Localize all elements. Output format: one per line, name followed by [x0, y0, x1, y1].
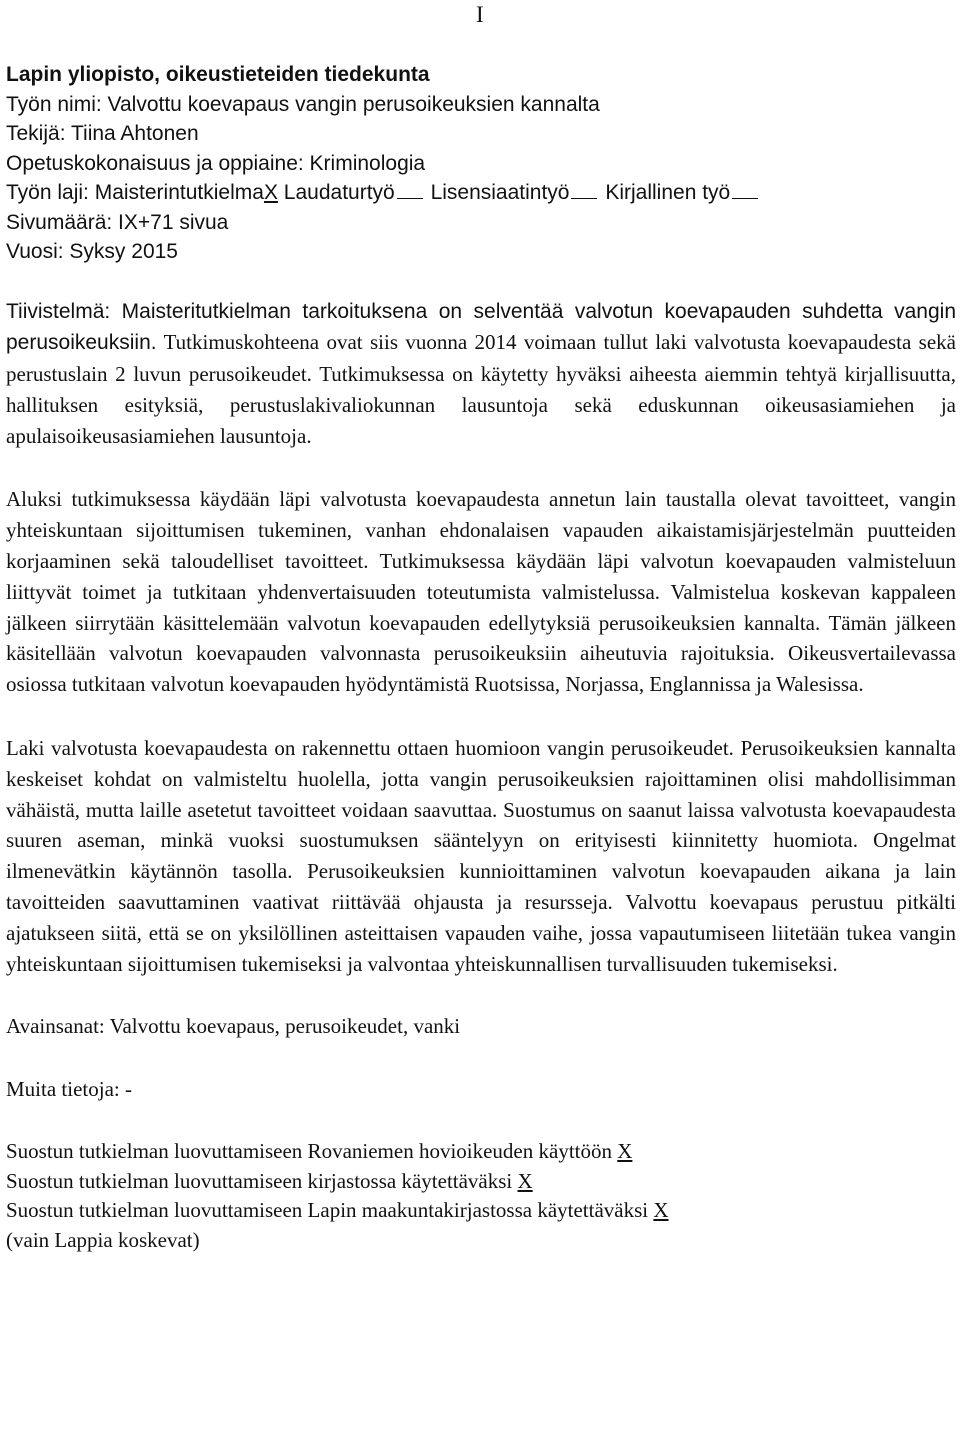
abstract-intro: Tiivistelmä: Maisteritutkielman tarkoituksena on selventää valvotun koevapauden suhdetta vangin perusoikeuksiin. — [6, 299, 956, 355]
abstract-intro-continued: Tutkimuskohteena ovat siis vuonna 2014 voimaan tullut laki valvotusta koevapaudesta sekä perustuslain 2 luvun perusoikeudet. Tutkimuksessa on käytetty hyväksi aiheesta aiemmin tehtyä kirjallisuutta, hallituksen esityksiä, perustuslakivaliokunnan lausuntoja sekä eduskunnan oikeusasiamiehen ja apulaisoikeusasiamiehen lausuntoja. — [6, 330, 956, 448]
keywords-line: Avainsanat: Valvottu koevapaus, perusoikeudet, vanki — [6, 1014, 461, 1039]
page-number: I — [476, 2, 484, 27]
thesis-type-line — [6, 178, 956, 208]
spacer — [6, 267, 956, 296]
spacer — [6, 451, 956, 484]
consent-text: Suostun tutkielman luovuttamiseen Rovaniemen hovioikeuden käyttöön — [6, 1139, 618, 1164]
abstract-paragraph-2: Aluksi tutkimuksessa käydään läpi valvotusta koevapaudesta annetun lain taustalla olevat tavoitteet, vangin yhteiskuntaan sijoittumisen tukeminen, vanhan ehdonalaisen vapauden aikaistamisjärjestelmän puutteiden korjaaminen sekä taloudelliset tavoitteet. Tutkimuksessa käydään läpi valvotun koevapauden valmisteluun liittyvät toimet ja tutkitaan yhdenvertaisuuden toteutumista valmistelussa. Valmistelua koskevan kappaleen jälkeen siirrytään käsittelemään valvotun koevapauden edellytyksiä perusoikeuksien kannalta. Tämän jälkeen käsitellään valvotun koevapauden valvonnasta perusoikeuksiin aiheutuvia rajoituksia. Oikeusvertailevassa osiossa tutkitaan valvotun koevapauden hyödyntämistä Ruotsissa, Norjassa, Englannissa ja Walesissa. — [6, 487, 956, 697]
spacer — [6, 1104, 956, 1137]
thesis-type-option-2: Lisensiaatintyö — [430, 181, 570, 204]
page-count-line: Sivumäärä: IX+71 sivua — [6, 210, 229, 234]
spacer — [6, 1042, 956, 1075]
author-line: Tekijä: Tiina Ahtonen — [6, 122, 199, 145]
consent-text: Suostun tutkielman luovuttamiseen kirjastossa käytettäväksi — [6, 1168, 518, 1193]
faculty-heading: Lapin yliopisto, oikeustieteiden tiedekunta — [6, 63, 430, 86]
blank-line — [571, 197, 597, 199]
thesis-type-selected-mark: X — [263, 181, 278, 204]
spacer — [6, 700, 956, 733]
thesis-type-prefix: Työn laji: Maisterintutkielma — [6, 181, 264, 204]
thesis-type-option-3: Kirjallinen työ — [605, 181, 731, 204]
thesis-title-line: Työn nimi: Valvottu koevapaus vangin perusoikeuksien kannalta — [6, 92, 600, 116]
consent-mark: X — [653, 1198, 669, 1223]
consent-mark: X — [517, 1168, 533, 1193]
thesis-type-option-1: Laudaturtyö — [283, 181, 395, 204]
other-info-line: Muita tietoja: - — [6, 1076, 132, 1101]
consent-text: Suostun tutkielman luovuttamiseen Lapin maakuntakirjastossa käytettäväksi — [6, 1198, 654, 1223]
consent-note: (vain Lappia koskevat) — [6, 1227, 200, 1252]
abstract-paragraph-3: Laki valvotusta koevapaudesta on rakennettu ottaen huomioon vangin perusoikeudet. Perusoikeuksien kannalta keskeiset kohdat on valmisteltu huolella, jotta vangin perusoikeuksien rajoittaminen olisi mahdollisimman vähäistä, mutta laille asetetut tavoitteet voidaan saavuttaa. Suostumus on saanut laissa valvotusta koevapaudesta suuren aseman, minkä vuoksi suostumuksen sääntelyyn on erityisesti kiinnitetty huomiota. Ongelmat ilmenevätkin käytännön tasolla. Perusoikeuksien kunnioittaminen valvotun koevapauden aikana ja lain tavoitteiden saavuttaminen vaativat riittävää ohjausta ja resursseja. Valvottu koevapaus perustuu pitkälti ajatukseen siitä, että se on yksilöllinen asteittaisen vapauden vaihe, jossa vapautumiseen liitetään tukea vangin yhteiskuntaan sijoittumisen tukemiseksi ja valvontaa yhteiskunnallisen turvallisuuden tukemiseksi. — [6, 736, 956, 976]
spacer — [6, 979, 956, 1012]
blank-line — [732, 197, 758, 199]
blank-line — [397, 197, 423, 199]
consent-line-regional-library — [6, 1196, 956, 1226]
consent-line-library — [6, 1167, 956, 1197]
consent-line-court — [6, 1137, 956, 1167]
abstract-page — [6, 60, 956, 1255]
abstract-paragraph-1 — [6, 296, 956, 452]
subject-line: Opetuskokonaisuus ja oppiaine: Kriminologia — [6, 151, 426, 175]
year-line: Vuosi: Syksy 2015 — [6, 240, 178, 263]
consent-mark: X — [617, 1139, 633, 1164]
